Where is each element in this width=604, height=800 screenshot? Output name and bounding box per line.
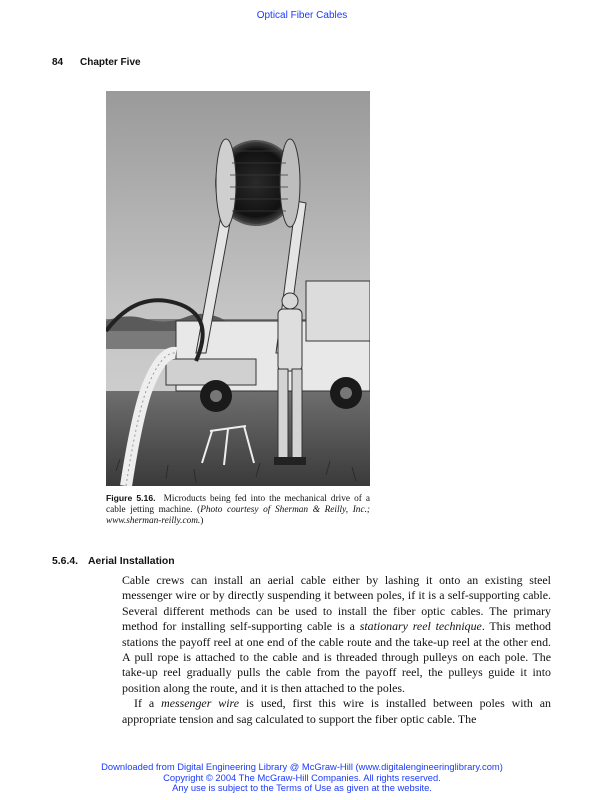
page-number: 84 (52, 57, 64, 68)
figure-photo (106, 91, 370, 486)
figure-label: Figure 5.16. (106, 493, 156, 503)
section-number: 5.6.4. (52, 556, 78, 567)
footer-notice (0, 762, 604, 794)
paragraph-text: Cable crews can install an aerial cable either by lashing it onto an existing steel messenger wire or by directly suspending it between poles, if it is a self-supporting cable. Several different methods can be used to install the fiber optic cables. The primary method for installing self-supporting cable is a (122, 573, 551, 634)
paragraph-text: . This method stations the payoff reel at one end of the cable route and the take-up reel at the other end. A pull rope is attached to the cable and is threaded through pulleys on each pole. The take-up reel gradually pulls the cable from the payoff reel, the pulleys guide it into position along the route, and it is then attached to the poles. (122, 619, 552, 695)
italic-term: messenger wire (161, 696, 239, 711)
paragraph (122, 696, 551, 727)
footer-terms[interactable]: Any use is subject to the Terms of Use as given at the website. (172, 782, 432, 794)
footer-download-link[interactable]: Downloaded from Digital Engineering Library @ McGraw-Hill (www.digitalengineeringlibrary.com) (101, 761, 503, 772)
footer-copyright[interactable]: Copyright © 2004 The McGraw-Hill Companies. All rights reserved. (163, 771, 441, 783)
section-heading (52, 556, 175, 567)
caption-text: Microducts being fed into the mechanical drive of a cable jetting machine. ( (106, 494, 370, 516)
paragraph-text: is used, first this wire is installed between poles with an appropriate tension and sag calculated to support the fiber optic cable. The (122, 696, 551, 726)
section-title: Aerial Installation (88, 556, 175, 567)
caption-close: ) (200, 516, 204, 527)
running-head (52, 57, 141, 68)
paragraph-text: If a (134, 696, 162, 711)
body-text (122, 573, 551, 727)
book-title-link[interactable]: Optical Fiber Cables (256, 10, 348, 21)
italic-term: stationary reel technique (359, 619, 482, 634)
figure-caption (106, 493, 370, 528)
chapter-title: Chapter Five (80, 57, 141, 68)
caption-credit: Photo courtesy of Sherman & Reilly, Inc.; www.sherman-reilly.com. (106, 505, 370, 527)
paragraph (122, 573, 551, 696)
cable-jetting-machine-photo (106, 91, 370, 486)
